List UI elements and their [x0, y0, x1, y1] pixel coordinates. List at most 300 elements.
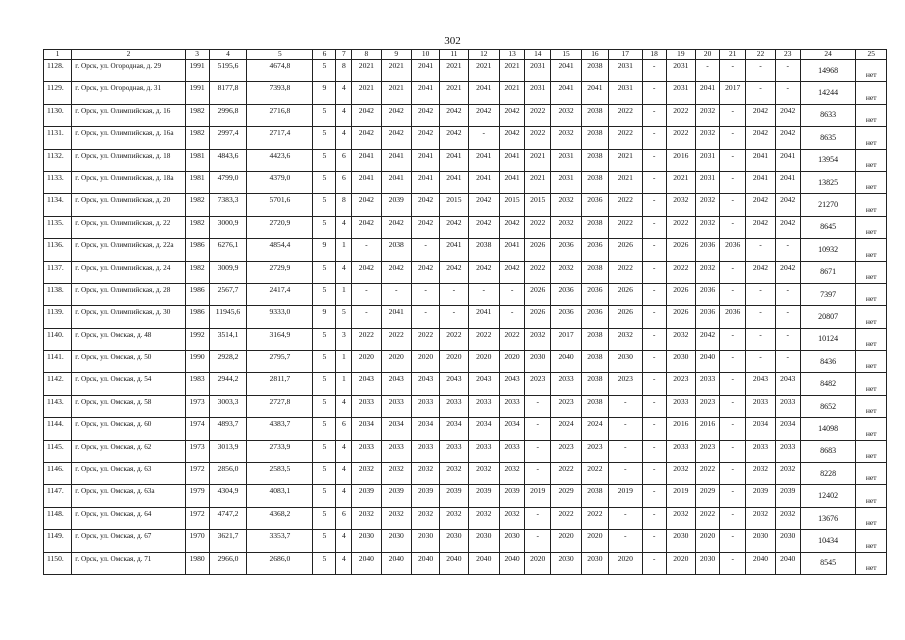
table-row [44, 351, 887, 373]
table-cell: 13954 [800, 149, 856, 171]
table-cell: 2026 [525, 306, 551, 328]
table-cell: 2042 [440, 216, 468, 238]
table-cell: 2022 [609, 194, 643, 216]
table-cell: 2996,8 [209, 104, 247, 126]
table-cell: 2033 [381, 395, 411, 417]
table-cell: 5 [313, 216, 336, 238]
table-cell: - [642, 261, 666, 283]
table-cell: 1973 [185, 440, 209, 462]
table-cell: 2036 [581, 306, 608, 328]
table-cell: 2031 [551, 149, 581, 171]
table-cell: - [746, 60, 775, 82]
table-cell: 2032 [500, 463, 525, 485]
table-cell: 2041 [411, 149, 439, 171]
table-cell: 8177,8 [209, 82, 247, 104]
table-cell: 2022 [381, 328, 411, 350]
table-cell: 2020 [500, 351, 525, 373]
table-cell: 2032 [411, 507, 439, 529]
table-cell: - [720, 418, 746, 440]
table-cell: 2716,8 [247, 104, 313, 126]
table-cell: г. Орск, ул. Олимпийская, д. 16 [72, 104, 185, 126]
table-cell: 2038 [581, 216, 608, 238]
table-cell: нет [856, 171, 887, 193]
table-cell: 2041 [440, 171, 468, 193]
table-cell: г. Орск, ул. Олимпийская, д. 16а [72, 127, 185, 149]
table-cell: 2032 [352, 507, 381, 529]
table-cell: нет [856, 216, 887, 238]
table-cell: 2026 [666, 306, 695, 328]
table-row [44, 507, 887, 529]
table-cell: 2022 [609, 127, 643, 149]
table-row [44, 194, 887, 216]
table-cell: 2019 [525, 485, 551, 507]
table-cell: 5 [313, 418, 336, 440]
table-cell: 2811,7 [247, 373, 313, 395]
table-cell: 2033 [468, 440, 499, 462]
table-row [44, 216, 887, 238]
table-cell: 2042 [746, 104, 775, 126]
table-cell: 2030 [468, 530, 499, 552]
table-cell: - [468, 127, 499, 149]
table-cell: - [746, 283, 775, 305]
table-cell: 2022 [551, 463, 581, 485]
table-cell: 2038 [581, 373, 608, 395]
table-cell: 2032 [666, 463, 695, 485]
table-cell: 2041 [500, 171, 525, 193]
table-cell: 2032 [746, 463, 775, 485]
table-cell: 8 [336, 194, 352, 216]
column-header: 12 [468, 50, 499, 60]
table-cell: 2019 [609, 485, 643, 507]
table-cell: 2038 [468, 239, 499, 261]
table-cell: 2034 [746, 418, 775, 440]
table-cell: 2032 [352, 463, 381, 485]
table-cell: г. Орск, ул. Огородная, д. 29 [72, 60, 185, 82]
table-cell: - [696, 60, 720, 82]
table-cell: 2042 [500, 261, 525, 283]
table-cell: 2043 [411, 373, 439, 395]
table-cell: 1973 [185, 395, 209, 417]
table-cell: 2042 [411, 127, 439, 149]
table-cell: - [746, 351, 775, 373]
table-cell: 5 [313, 127, 336, 149]
column-header: 1 [44, 50, 72, 60]
table-cell: - [525, 530, 551, 552]
table-cell: - [642, 463, 666, 485]
table-cell: 2021 [468, 60, 499, 82]
table-row [44, 171, 887, 193]
table-cell: г. Орск, ул. Олимпийская, д. 28 [72, 283, 185, 305]
table-cell: 8436 [800, 351, 856, 373]
table-cell: нет [856, 261, 887, 283]
table-cell: 2034 [775, 418, 800, 440]
column-header: 3 [185, 50, 209, 60]
table-cell: 2043 [746, 373, 775, 395]
table-row [44, 261, 887, 283]
table-cell: 5 [313, 261, 336, 283]
table-cell: 2026 [609, 239, 643, 261]
table-cell: г. Орск, ул. Омская, д. 50 [72, 351, 185, 373]
table-cell: - [352, 306, 381, 328]
table-cell: г. Орск, ул. Олимпийская, д. 18 [72, 149, 185, 171]
table-cell: 4 [336, 127, 352, 149]
table-cell: 5 [313, 552, 336, 574]
table-cell: 3353,7 [247, 530, 313, 552]
table-cell: 3000,9 [209, 216, 247, 238]
table-cell: 2036 [551, 283, 581, 305]
table-cell: 2032 [551, 261, 581, 283]
table-cell: - [381, 283, 411, 305]
table-cell: 6 [336, 507, 352, 529]
table-cell: 1144. [44, 418, 72, 440]
table-cell: 2042 [440, 104, 468, 126]
table-cell: - [642, 373, 666, 395]
table-cell: 2040 [440, 552, 468, 574]
table-cell: г. Орск, ул. Олимпийская, д. 22а [72, 239, 185, 261]
table-cell: 14098 [800, 418, 856, 440]
table-cell: 2030 [500, 530, 525, 552]
column-header: 5 [247, 50, 313, 60]
table-cell: 2032 [500, 507, 525, 529]
table-cell: 2567,7 [209, 283, 247, 305]
table-cell: 2042 [411, 216, 439, 238]
column-header: 14 [525, 50, 551, 60]
column-header: 21 [720, 50, 746, 60]
table-cell: 2026 [609, 306, 643, 328]
table-cell: 2022 [525, 104, 551, 126]
table-cell: 2016 [666, 149, 695, 171]
table-cell: 5 [313, 373, 336, 395]
table-cell: - [720, 104, 746, 126]
table-cell: 2033 [352, 395, 381, 417]
table-cell: - [642, 194, 666, 216]
table-cell: 2030 [411, 530, 439, 552]
table-cell: 2022 [666, 216, 695, 238]
column-header: 22 [746, 50, 775, 60]
table-cell: 4 [336, 463, 352, 485]
table-cell: 2023 [551, 395, 581, 417]
table-cell: 2039 [411, 485, 439, 507]
table-cell: 2038 [581, 485, 608, 507]
table-cell: 1149. [44, 530, 72, 552]
column-header: 16 [581, 50, 608, 60]
table-cell: 3621,7 [209, 530, 247, 552]
table-cell: 2015 [440, 194, 468, 216]
table-cell: - [775, 283, 800, 305]
table-cell: 8633 [800, 104, 856, 126]
table-cell: 2030 [381, 530, 411, 552]
table-cell: 2033 [468, 395, 499, 417]
table-cell: нет [856, 530, 887, 552]
table-cell: 2032 [696, 127, 720, 149]
table-cell: 2032 [381, 463, 411, 485]
table-row [44, 395, 887, 417]
table-cell: нет [856, 440, 887, 462]
table-cell: 2030 [666, 351, 695, 373]
table-cell: 20807 [800, 306, 856, 328]
table-cell: - [642, 552, 666, 574]
table-cell: - [609, 463, 643, 485]
table-cell: 2021 [666, 171, 695, 193]
table-cell: - [720, 127, 746, 149]
table-cell: нет [856, 395, 887, 417]
table-cell: 1981 [185, 149, 209, 171]
table-cell: г. Орск, ул. Олимпийская, д. 30 [72, 306, 185, 328]
table-cell: 2036 [581, 283, 608, 305]
table-cell: 2928,2 [209, 351, 247, 373]
table-cell: 2042 [746, 261, 775, 283]
table-cell: 1982 [185, 194, 209, 216]
table-cell: 2032 [746, 507, 775, 529]
table-cell: - [609, 507, 643, 529]
table-cell: 2023 [581, 440, 608, 462]
table-cell: 2032 [666, 194, 695, 216]
table-cell: 1986 [185, 283, 209, 305]
table-cell: 2033 [551, 373, 581, 395]
table-cell: 7393,8 [247, 82, 313, 104]
table-cell: 2036 [581, 194, 608, 216]
table-cell: 3009,9 [209, 261, 247, 283]
column-header: 11 [440, 50, 468, 60]
table-cell: 1146. [44, 463, 72, 485]
table-cell: 2021 [381, 60, 411, 82]
table-cell: 2032 [551, 104, 581, 126]
table-row [44, 463, 887, 485]
table-cell: 2020 [440, 351, 468, 373]
table-cell: 2033 [746, 395, 775, 417]
table-cell: 4304,9 [209, 485, 247, 507]
table-row [44, 60, 887, 82]
table-cell: 2042 [775, 194, 800, 216]
table-cell: - [525, 418, 551, 440]
table-cell: 8652 [800, 395, 856, 417]
table-cell: 2030 [609, 351, 643, 373]
table-cell: 2020 [381, 351, 411, 373]
column-header: 25 [856, 50, 887, 60]
table-cell: 2015 [525, 194, 551, 216]
table-cell: 2042 [468, 216, 499, 238]
table-cell: 2031 [525, 82, 551, 104]
table-cell: 1974 [185, 418, 209, 440]
table-cell: 2033 [775, 440, 800, 462]
table-cell: 2040 [352, 552, 381, 574]
table-cell: 2021 [440, 82, 468, 104]
table-cell: - [720, 216, 746, 238]
table-cell: г. Орск, ул. Омская, д. 64 [72, 507, 185, 529]
table-cell: 2022 [525, 261, 551, 283]
table-cell: 2030 [551, 552, 581, 574]
column-number-header-row [44, 50, 887, 60]
table-cell: 4893,7 [209, 418, 247, 440]
table-cell: - [746, 82, 775, 104]
table-cell: - [720, 194, 746, 216]
table-row [44, 328, 887, 350]
table-cell: 2021 [381, 82, 411, 104]
table-cell: 5 [313, 60, 336, 82]
table-cell: г. Орск, ул. Омская, д. 62 [72, 440, 185, 462]
table-cell: 1131. [44, 127, 72, 149]
table-cell: 2041 [696, 82, 720, 104]
table-cell: 2016 [666, 418, 695, 440]
table-cell: 2030 [746, 530, 775, 552]
table-cell: 2021 [500, 82, 525, 104]
table-cell: - [642, 507, 666, 529]
table-row [44, 283, 887, 305]
table-cell: - [642, 485, 666, 507]
table-cell: 3013,9 [209, 440, 247, 462]
table-cell: 2020 [609, 552, 643, 574]
table-cell: 1 [336, 239, 352, 261]
table-cell: 2032 [525, 328, 551, 350]
table-cell: 2039 [500, 485, 525, 507]
table-cell: 2042 [468, 261, 499, 283]
table-cell: 2042 [411, 104, 439, 126]
table-cell: 1129. [44, 82, 72, 104]
table-cell: нет [856, 328, 887, 350]
table-cell: 10124 [800, 328, 856, 350]
table-cell: 2036 [720, 239, 746, 261]
table-cell: 2733,9 [247, 440, 313, 462]
table-cell: 4 [336, 82, 352, 104]
table-cell: 2039 [381, 194, 411, 216]
table-cell: 4083,1 [247, 485, 313, 507]
table-cell: нет [856, 351, 887, 373]
table-cell: 2020 [468, 351, 499, 373]
table-cell: нет [856, 306, 887, 328]
table-cell: - [720, 530, 746, 552]
table-cell: - [411, 306, 439, 328]
table-cell: 2042 [746, 127, 775, 149]
table-cell: 2020 [551, 530, 581, 552]
table-cell: 2034 [381, 418, 411, 440]
table-cell: 2041 [411, 171, 439, 193]
table-body [44, 60, 887, 575]
column-header: 8 [352, 50, 381, 60]
table-cell: 1130. [44, 104, 72, 126]
table-cell: - [720, 395, 746, 417]
table-cell: 8671 [800, 261, 856, 283]
table-cell: 2033 [775, 395, 800, 417]
table-cell: 1982 [185, 261, 209, 283]
table-cell: 5 [313, 440, 336, 462]
table-cell: 1990 [185, 351, 209, 373]
table-cell: 6 [336, 149, 352, 171]
table-cell: 9 [313, 239, 336, 261]
table-cell: 2022 [609, 216, 643, 238]
table-cell: - [642, 82, 666, 104]
table-cell: 2040 [468, 552, 499, 574]
table-cell: - [642, 328, 666, 350]
table-cell: нет [856, 149, 887, 171]
table-cell: 6 [336, 418, 352, 440]
table-cell: 2033 [666, 440, 695, 462]
table-cell: 1981 [185, 171, 209, 193]
table-cell: - [746, 306, 775, 328]
table-cell: 2032 [696, 104, 720, 126]
table-cell: 4383,7 [247, 418, 313, 440]
table-cell: нет [856, 82, 887, 104]
column-header: 10 [411, 50, 439, 60]
table-cell: 2021 [500, 60, 525, 82]
table-cell: 2032 [468, 507, 499, 529]
table-cell: 2032 [411, 463, 439, 485]
table-cell: 4 [336, 552, 352, 574]
table-cell: 9333,0 [247, 306, 313, 328]
table-row [44, 82, 887, 104]
table-cell: - [720, 440, 746, 462]
table-cell: 2034 [411, 418, 439, 440]
table-cell: 2033 [500, 440, 525, 462]
table-cell: 2997,4 [209, 127, 247, 149]
table-cell: 2021 [609, 171, 643, 193]
table-cell: 2034 [440, 418, 468, 440]
table-cell: 7397 [800, 283, 856, 305]
table-cell: 2030 [352, 530, 381, 552]
table-cell: - [642, 127, 666, 149]
table-cell: - [642, 351, 666, 373]
table-cell: 2033 [381, 440, 411, 462]
table-cell: 8645 [800, 216, 856, 238]
table-row [44, 239, 887, 261]
table-cell: 2042 [411, 194, 439, 216]
table-cell: 2022 [609, 261, 643, 283]
table-cell: 2041 [381, 171, 411, 193]
table-cell: 2021 [525, 171, 551, 193]
table-cell: 3164,9 [247, 328, 313, 350]
table-cell: 2033 [666, 395, 695, 417]
table-cell: 2042 [352, 127, 381, 149]
table-cell: - [775, 306, 800, 328]
table-cell: 2036 [720, 306, 746, 328]
table-cell: 4799,0 [209, 171, 247, 193]
table-cell: 2042 [440, 261, 468, 283]
table-cell: 2040 [500, 552, 525, 574]
table-cell: 2041 [551, 60, 581, 82]
table-cell: нет [856, 373, 887, 395]
table-cell: 2017 [551, 328, 581, 350]
table-cell: г. Орск, ул. Омская, д. 67 [72, 530, 185, 552]
table-cell: 2032 [775, 507, 800, 529]
table-cell: 5 [313, 194, 336, 216]
table-cell: 2042 [775, 261, 800, 283]
table-cell: 2583,5 [247, 463, 313, 485]
table-cell: 4 [336, 216, 352, 238]
table-cell: 2032 [609, 328, 643, 350]
table-cell: 2022 [666, 127, 695, 149]
table-cell: 2966,0 [209, 552, 247, 574]
table-cell: 13825 [800, 171, 856, 193]
table-cell: 2029 [696, 485, 720, 507]
table-cell: 2041 [381, 306, 411, 328]
table-cell: 9 [313, 82, 336, 104]
table-cell: г. Орск, ул. Огородная, д. 31 [72, 82, 185, 104]
table-cell: 2031 [525, 60, 551, 82]
table-cell: 2043 [440, 373, 468, 395]
table-cell: - [720, 149, 746, 171]
table-cell: - [720, 485, 746, 507]
table-cell: 1138. [44, 283, 72, 305]
table-cell: 2041 [468, 82, 499, 104]
table-cell: 2022 [468, 328, 499, 350]
table-cell: г. Орск, ул. Омская, д. 48 [72, 328, 185, 350]
table-cell: 2041 [775, 171, 800, 193]
table-cell: г. Орск, ул. Омская, д. 60 [72, 418, 185, 440]
table-cell: 5 [313, 104, 336, 126]
column-header: 19 [666, 50, 695, 60]
table-cell: 2023 [696, 440, 720, 462]
table-cell: 2042 [381, 127, 411, 149]
table-cell: 2041 [411, 82, 439, 104]
